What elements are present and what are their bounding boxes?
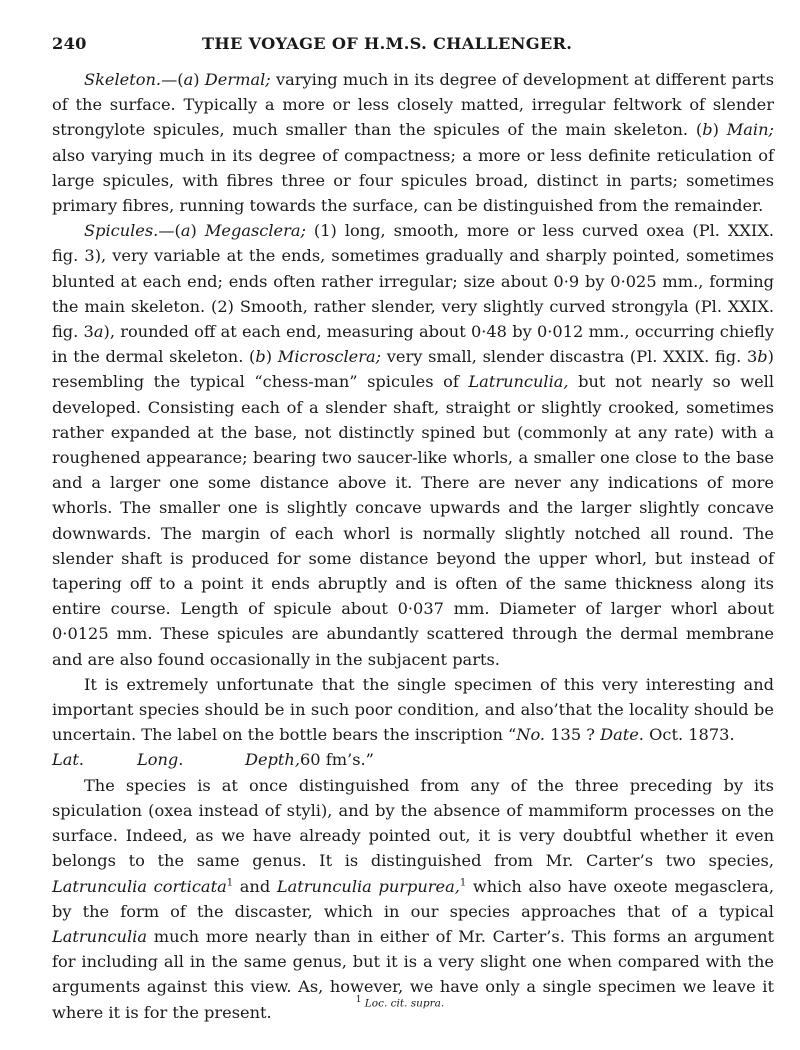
- term-dermal: Dermal;: [204, 70, 271, 89]
- species-purpurea: Latrunculia purpurea,: [276, 876, 460, 896]
- run-head-spicules: Spicules.: [84, 221, 159, 241]
- label-long: Long.: [137, 750, 184, 770]
- paragraph-discussion: The species is at once distinguished from any of the three preceding by its spiculation (oxea instead of styli), and by the absence of mammiform processes on the surface. Indeed, as we have already pointed out, it is very doubtful whether it even belongs to the same genus. It is distinguished from Mr. Carter’s two species, Latrunculia corticata$^1$ and Latrunculia purpurea,$^1$ which also have oxeote megasclera, by the form of the discaster, which in our species approaches that of a typical Latrunculia much more nearly than in either of Mr. Carter’s. This forms an argument for including all in the same genus, but it is a very slight one when compared with the arguments against this view. As, however, we have only a single specimen we leave it where it is for the present.: [52, 775, 774, 1022]
- footnote-ref: 1: [226, 877, 234, 889]
- label-depth: Depth,: [245, 750, 300, 770]
- paragraph-spicules: Spicules.—(a) Megasclera; (1) long, smooth, more or less curved oxea (Pl. XXIX. fig. 3), very variable at the ends, sometimes gradually and sharply pointed, sometimes blunted at each end; ends often rather irregular; size about 0·9 by 0·025 mm., forming the main skeleton. (2) Smooth, rather slender, very slightly curved strongyla (Pl. XXIX. fig. 3a), rounded off at each end, measuring about 0·48 by 0·012 mm., occurring chiefly in the dermal skeleton. (b) Microsclera; very small, slender discastra (Pl. XXIX. fig. 3b) resembling the typical “chess-man” spicules of Latrunculia, but not nearly so well developed. Consisting each of a slender shaft, straight or slightly crooked, sometimes rather expanded at the base, not distinctly spined but (commonly at any rate) with a roughened appearance; bearing two saucer-like whorls, a smaller one close to the base and a larger one some distance above it. There are never any indications of more whorls. The smaller one is slightly concave upwards and the larger slightly concave downwards. The margin of each whorl is normally slightly notched all round. The slender shaft is produced for some distance beyond the upper whorl, but instead of tapering off to a point it ends abruptly and is often of the same thickness along its entire course. Length of spicule about 0·037 mm. Diameter of larger whorl about 0·0125 mm. These spicules are abundantly scattered through the dermal membrane and are also found occasionally in the subjacent parts.: [52, 221, 774, 669]
- genus-latrunculia: Latrunculia: [52, 926, 147, 946]
- footnote-text: Loc. cit. supra.: [364, 997, 445, 1010]
- term-main: Main;: [726, 120, 774, 140]
- running-title: THE VOYAGE OF H.M.S. CHALLENGER.: [202, 34, 573, 53]
- locality-line: Lat. Long. Depth,60 fm’s.”: [52, 747, 774, 772]
- label-lat: Lat.: [52, 750, 85, 770]
- body-text: [52, 67, 774, 1025]
- footnote-mark: 1: [355, 995, 362, 1005]
- running-header: [52, 34, 774, 53]
- genus-latrunculia: Latrunculia,: [468, 372, 569, 392]
- page-number: 240: [52, 34, 87, 53]
- term-megasclera: Megasclera;: [204, 221, 306, 241]
- species-corticata: Latrunculia corticata: [52, 876, 227, 896]
- footnote: [0, 995, 800, 1010]
- footnote-ref: 1: [459, 877, 467, 889]
- paragraph-skeleton: Skeleton.—(a) Dermal; varying much in its degree of development at different parts of the surface. Typically a more or less closely matted, irregular feltwork of slender strongylote spicules, much smaller than the spicules of the main skeleton. (b) Main; also varying much in its degree of compactness; a more or less definite reticulation of large spicules, with fibres three or four spicules broad, distinct in parts; sometimes primary fibres, running towards the surface, can be distinguished from the remainder.: [52, 70, 774, 216]
- paragraph-locality: It is extremely unfortunate that the single specimen of this very interesting and important species should be in such poor condition, and also’that the locality should be uncertain. The label on the bottle bears the inscription “No. 135 ? Date. Oct. 1873.: [52, 674, 774, 745]
- term-microsclera: Microsclera;: [277, 347, 382, 367]
- run-head-skeleton: Skeleton.: [84, 70, 162, 89]
